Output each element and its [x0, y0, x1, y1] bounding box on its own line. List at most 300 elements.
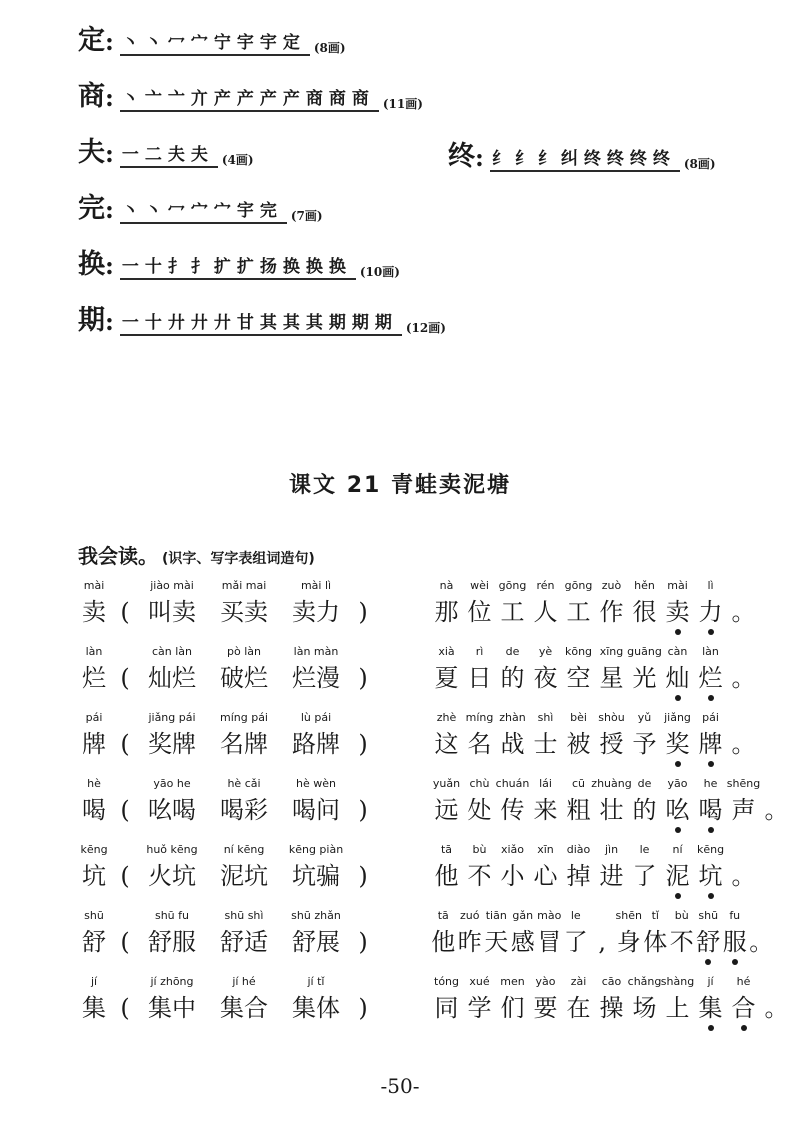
pinyin: jí: [90, 975, 98, 988]
sentence-pinyin: le: [570, 909, 581, 922]
sentence-pinyin: fu: [729, 909, 741, 922]
vocab-char-column: [74, 578, 114, 630]
emphasis-dot: [708, 893, 714, 899]
sentence-hanzi: 壮: [599, 796, 624, 824]
sentence-char: [463, 842, 496, 900]
word-item: [280, 578, 352, 630]
sentence-hanzi: 他: [434, 862, 459, 890]
open-paren: (: [120, 796, 130, 824]
stroke-row-shang: [78, 82, 423, 112]
sentence-char: [529, 974, 562, 1032]
word-text: 烂漫: [292, 664, 340, 692]
sentence-char: [694, 842, 727, 900]
sentence-char: [510, 908, 537, 966]
sentence-char: [430, 842, 463, 900]
paren-column: [352, 710, 374, 762]
sentence-pinyin: gōng: [564, 579, 593, 592]
sentence-hanzi: 不: [669, 928, 694, 956]
vocab-character: 牌: [82, 730, 106, 758]
sentence-pinyin: làn: [702, 645, 719, 658]
word-item: [136, 776, 208, 828]
sentence-pinyin: xià: [438, 645, 455, 658]
sentence-char: [529, 644, 562, 702]
sentence-pinyin: lái: [539, 777, 552, 790]
sentence-pinyin: de: [637, 777, 652, 790]
emphasis-dot: [708, 827, 714, 833]
sentence-char: [483, 908, 510, 966]
close-paren: ): [358, 862, 368, 890]
sentence-char: [430, 710, 463, 768]
sentence-hanzi: 心: [533, 862, 558, 890]
word-pinyin: míng pái: [219, 711, 268, 724]
vocab-char-column: [74, 776, 114, 828]
colon: :: [105, 195, 114, 224]
sentence-char: [628, 710, 661, 768]
word-item: [280, 974, 352, 1026]
word-group-line: [74, 644, 374, 696]
emphasis-dot: [675, 761, 681, 767]
sentence-pinyin: xīng: [599, 645, 624, 658]
sentence-pinyin: tóng: [434, 975, 459, 988]
sentence-hanzi: 要: [533, 994, 558, 1022]
sentence-hanzi: 。: [764, 994, 789, 1022]
paren-column: [114, 974, 136, 1026]
sentence-hanzi: 。: [731, 862, 756, 890]
sentence-hanzi: 予: [632, 730, 657, 758]
sentence-char: [694, 974, 727, 1032]
sentence-pinyin: chuán: [495, 777, 530, 790]
sentence-hanzi: 。: [764, 796, 789, 824]
sentence-pinyin: shì: [537, 711, 554, 724]
stroke-character: 换: [78, 249, 105, 280]
sentence-pinyin: gōng: [498, 579, 527, 592]
close-paren: ): [358, 598, 368, 626]
pinyin: kēng: [80, 843, 108, 856]
close-paren: ): [358, 994, 368, 1022]
sentence-pinyin: kēng: [696, 843, 725, 856]
colon: :: [475, 143, 484, 172]
sentence-hanzi: ,: [598, 928, 607, 956]
word-text: 卖力: [292, 598, 340, 626]
emphasis-dot: [708, 761, 714, 767]
sentence-hanzi: 合: [731, 994, 756, 1022]
emphasis-dot: [675, 827, 681, 833]
emphasis-dot: [741, 1025, 747, 1031]
sentence-pinyin: zhuàng: [591, 777, 632, 790]
example-sentence: [430, 842, 760, 900]
stroke-character: 完: [78, 193, 105, 224]
sentence-char: [661, 842, 694, 900]
sentence-pinyin: shēn: [615, 909, 642, 922]
word-group-line: [74, 710, 374, 762]
sentence-hanzi: 了: [563, 928, 588, 956]
sentence-pinyin: zài: [570, 975, 587, 988]
sentence-char: [430, 908, 457, 966]
sentence-char: [430, 644, 463, 702]
sentence-char: [463, 776, 496, 834]
paren-column: [352, 776, 374, 828]
sentence-hanzi: 夏: [434, 664, 459, 692]
stroke-character: 夫: [78, 137, 105, 168]
word-text: 破烂: [220, 664, 268, 692]
word-pinyin: càn làn: [151, 645, 193, 658]
word-item: [280, 776, 352, 828]
sentence-hanzi: 。: [731, 664, 756, 692]
word-text: 奖牌: [148, 730, 196, 758]
sentence-hanzi: 奖: [665, 730, 690, 758]
sentence-hanzi: 星: [599, 664, 624, 692]
sentence-char: [628, 974, 661, 1032]
sentence-pinyin: yào: [535, 975, 556, 988]
sentence-hanzi: 授: [599, 730, 624, 758]
sentence-pinyin: jìn: [604, 843, 619, 856]
word-text: 叫卖: [148, 598, 196, 626]
sentence-pinyin: xiǎo: [500, 843, 525, 856]
word-pinyin: kēng piàn: [288, 843, 344, 856]
sentence-char: [669, 908, 696, 966]
sentence-hanzi: 服: [722, 928, 747, 956]
open-paren: (: [120, 862, 130, 890]
stroke-sequence: 丶亠亠亣产产产产商商商: [120, 89, 379, 112]
sentence-char: [562, 644, 595, 702]
sentence-hanzi: 那: [434, 598, 459, 626]
sentence-hanzi: 们: [500, 994, 525, 1022]
sentence-hanzi: 吆: [665, 796, 690, 824]
sentence-hanzi: 。: [731, 730, 756, 758]
sentence-pinyin: shū: [698, 909, 719, 922]
sentence-pinyin: jiǎng: [664, 711, 691, 724]
stroke-row-huan: [78, 250, 400, 280]
sentence-char: [496, 644, 529, 702]
word-item: [208, 578, 280, 630]
sentence-char: [695, 908, 722, 966]
pinyin: mài: [83, 579, 105, 592]
sentence-char: [748, 908, 775, 966]
sentence-pinyin: cū: [571, 777, 586, 790]
vocab-row: [74, 842, 774, 904]
word-pinyin: shū fu: [154, 909, 189, 922]
vocab-char-column: [74, 908, 114, 960]
vocab-char-column: [74, 974, 114, 1026]
vocab-row: [74, 578, 774, 640]
sentence-pinyin: yè: [538, 645, 553, 658]
example-sentence: [430, 578, 760, 636]
sentence-hanzi: 坑: [698, 862, 723, 890]
sentence-char: [694, 644, 727, 702]
sentence-char: [463, 974, 496, 1032]
sentence-pinyin: hé: [736, 975, 751, 988]
stroke-sequence: 一二夫夫: [120, 145, 218, 168]
vocab-character: 烂: [82, 664, 106, 692]
sentence-pinyin: càn: [667, 645, 688, 658]
sentence-pinyin: zhàn: [499, 711, 526, 724]
sentence-char: [562, 842, 595, 900]
sentence-pinyin: zuò: [601, 579, 622, 592]
sentence-char: [595, 842, 628, 900]
stroke-row-wan: [78, 194, 323, 224]
sentence-char: [529, 842, 562, 900]
word-item: [136, 842, 208, 894]
sentence-hanzi: 舒: [696, 928, 721, 956]
word-group-line: [74, 908, 374, 960]
stroke-character: 定: [78, 25, 105, 56]
word-pinyin: huǒ kēng: [146, 843, 198, 856]
word-pinyin: yāo he: [153, 777, 191, 790]
stroke-order-section: [0, 0, 800, 360]
emphasis-dot: [675, 893, 681, 899]
sentence-char: [536, 908, 563, 966]
word-text: 路牌: [292, 730, 340, 758]
vocab-row: [74, 908, 774, 970]
word-text: 舒展: [292, 928, 340, 956]
sentence-char: [628, 578, 661, 636]
sentence-hanzi: 的: [500, 664, 525, 692]
colon: :: [105, 307, 114, 336]
open-paren: (: [120, 730, 130, 758]
vocab-row: [74, 776, 789, 838]
sentence-hanzi: 粗: [566, 796, 591, 824]
word-text: 买卖: [220, 598, 268, 626]
sentence-char: [562, 974, 595, 1032]
emphasis-dot: [705, 959, 711, 965]
read-heading: [78, 540, 315, 569]
sentence-pinyin: le: [639, 843, 650, 856]
sentence-hanzi: 空: [566, 664, 591, 692]
sentence-char: [529, 776, 562, 834]
sentence-hanzi: 处: [467, 796, 492, 824]
pinyin: shū: [84, 909, 104, 922]
sentence-hanzi: 很: [632, 598, 657, 626]
word-item: [208, 908, 280, 960]
sentence-char: [496, 974, 529, 1032]
sentence-hanzi: 被: [566, 730, 591, 758]
emphasis-dot: [675, 695, 681, 701]
sentence-pinyin: chù: [469, 777, 490, 790]
word-text: 舒服: [148, 928, 196, 956]
word-pinyin: shū shì: [224, 909, 264, 922]
sentence-hanzi: 身: [616, 928, 641, 956]
sentence-char: [727, 842, 760, 900]
word-pinyin: ní kēng: [223, 843, 265, 856]
stroke-row-zhong: [448, 142, 716, 172]
sentence-pinyin: chǎng: [627, 975, 662, 988]
lesson-title: 课文 21 青蛙卖泥塘: [289, 473, 511, 498]
paren-column: [114, 644, 136, 696]
word-text: 集体: [292, 994, 340, 1022]
emphasis-dot: [675, 629, 681, 635]
sentence-char: [589, 908, 616, 966]
word-pinyin: jí tǐ: [307, 975, 325, 988]
sentence-char: [694, 776, 727, 834]
sentence-hanzi: 不: [467, 862, 492, 890]
sentence-hanzi: 学: [467, 994, 492, 1022]
word-item: [280, 908, 352, 960]
sentence-pinyin: míng: [465, 711, 494, 724]
emphasis-dot: [708, 629, 714, 635]
close-paren: ): [358, 664, 368, 692]
sentence-pinyin: yāo: [667, 777, 688, 790]
paren-column: [114, 776, 136, 828]
sentence-pinyin: nà: [439, 579, 454, 592]
sentence-hanzi: 力: [698, 598, 723, 626]
open-paren: (: [120, 928, 130, 956]
sentence-hanzi: 的: [632, 796, 657, 824]
vocab-row: [74, 710, 774, 772]
sentence-pinyin: bèi: [570, 711, 587, 724]
sentence-char: [616, 908, 643, 966]
sentence-char: [496, 776, 529, 834]
sentence-pinyin: hěn: [634, 579, 655, 592]
sentence-char: [591, 776, 632, 834]
stroke-character: 商: [78, 81, 105, 112]
word-text: 喝彩: [220, 796, 268, 824]
sentence-char: [661, 644, 694, 702]
word-pinyin: mǎi mai: [221, 579, 267, 592]
example-sentence: [430, 710, 760, 768]
sentence-pinyin: jí: [707, 975, 714, 988]
sentence-hanzi: 烂: [698, 664, 723, 692]
word-item: [208, 776, 280, 828]
sentence-char: [727, 578, 760, 636]
sentence-char: [463, 578, 496, 636]
sentence-hanzi: 上: [665, 994, 690, 1022]
sentence-hanzi: 远: [434, 796, 459, 824]
sentence-pinyin: guāng: [627, 645, 662, 658]
sentence-hanzi: 体: [643, 928, 668, 956]
word-pinyin: shū zhǎn: [291, 909, 341, 922]
sentence-pinyin: yuǎn: [432, 777, 461, 790]
sentence-char: [760, 974, 793, 1032]
word-text: 名牌: [220, 730, 268, 758]
sentence-pinyin: yǔ: [637, 711, 652, 724]
sentence-char: [430, 776, 463, 834]
stroke-count: (11画): [382, 97, 423, 111]
vocab-row: [74, 974, 789, 1036]
sentence-char: [722, 908, 749, 966]
sentence-pinyin: tiān: [485, 909, 507, 922]
sentence-pinyin: cāo: [601, 975, 622, 988]
word-pinyin: jí zhōng: [150, 975, 194, 988]
sentence-hanzi: 声: [731, 796, 756, 824]
sentence-pinyin: rén: [536, 579, 555, 592]
sentence-hanzi: 他: [431, 928, 456, 956]
sentence-pinyin: men: [500, 975, 525, 988]
word-pinyin: làn màn: [293, 645, 339, 658]
word-item: [208, 710, 280, 762]
close-paren: ): [358, 796, 368, 824]
stroke-sequence: 纟纟纟纠终终终终: [490, 149, 680, 172]
sentence-char: [727, 776, 760, 834]
sentence-hanzi: 牌: [698, 730, 723, 758]
example-sentence: [430, 908, 775, 966]
sentence-pinyin: bù: [674, 909, 689, 922]
pinyin: pái: [85, 711, 103, 724]
sentence-hanzi: 。: [731, 598, 756, 626]
emphasis-dot: [708, 1025, 714, 1031]
open-paren: (: [120, 664, 130, 692]
sentence-hanzi: 工: [500, 598, 525, 626]
sentence-char: [661, 974, 694, 1032]
sentence-pinyin: zhè: [436, 711, 457, 724]
colon: :: [105, 27, 114, 56]
paren-column: [352, 974, 374, 1026]
word-pinyin: jí hé: [232, 975, 256, 988]
sentence-char: [430, 578, 463, 636]
vocab-char-column: [74, 842, 114, 894]
sentence-char: [661, 710, 694, 768]
word-group-line: [74, 842, 374, 894]
stroke-sequence: 丶丶冖宀宁宇宇定: [120, 33, 310, 56]
sentence-pinyin: xīn: [537, 843, 554, 856]
sentence-char: [661, 578, 694, 636]
sentence-hanzi: 在: [566, 994, 591, 1022]
stroke-sequence: 一十廾廾廾甘其其其期期期: [120, 313, 402, 336]
page-number: -50-: [380, 1074, 420, 1098]
sentence-hanzi: 掉: [566, 862, 591, 890]
emphasis-dot: [708, 695, 714, 701]
sentence-pinyin: rì: [475, 645, 484, 658]
paren-column: [114, 710, 136, 762]
vocab-char-column: [74, 644, 114, 696]
open-paren: (: [120, 994, 130, 1022]
word-group-line: [74, 578, 374, 630]
word-text: 灿烂: [148, 664, 196, 692]
sentence-hanzi: 日: [467, 664, 492, 692]
sentence-char: [457, 908, 484, 966]
sentence-char: [562, 776, 595, 834]
stroke-row-qi: [78, 306, 446, 336]
sentence-hanzi: 卖: [665, 598, 690, 626]
word-item: [280, 842, 352, 894]
sentence-char: [628, 644, 661, 702]
stroke-character: 终: [448, 141, 475, 172]
sentence-hanzi: 集: [698, 994, 723, 1022]
sentence-char: [430, 974, 463, 1032]
sentence-char: [496, 842, 529, 900]
sentence-char: [694, 578, 727, 636]
sentence-pinyin: shēng: [726, 777, 761, 790]
word-text: 舒适: [220, 928, 268, 956]
sentence-hanzi: 位: [467, 598, 492, 626]
word-item: [136, 578, 208, 630]
word-group-line: [74, 974, 374, 1026]
sentence-char: [496, 710, 529, 768]
sentence-pinyin: tā: [440, 843, 453, 856]
sentence-char: [595, 710, 628, 768]
stroke-count: (4画): [221, 153, 254, 167]
word-item: [136, 644, 208, 696]
word-text: 喝问: [292, 796, 340, 824]
sentence-char: [628, 776, 661, 834]
sentence-hanzi: 来: [533, 796, 558, 824]
stroke-count: (8画): [313, 41, 346, 55]
open-paren: (: [120, 598, 130, 626]
sentence-hanzi: 感: [510, 928, 535, 956]
vocab-character: 集: [82, 994, 106, 1022]
sentence-char: [463, 710, 496, 768]
sentence-char: [595, 644, 628, 702]
word-pinyin: lù pái: [300, 711, 332, 724]
sentence-hanzi: 。: [749, 928, 774, 956]
word-item: [208, 644, 280, 696]
vocab-row: [74, 644, 774, 706]
sentence-pinyin: ní: [672, 843, 683, 856]
sentence-char: [496, 578, 529, 636]
sentence-char: [642, 908, 669, 966]
sentence-hanzi: 操: [599, 994, 624, 1022]
word-text: 吆喝: [148, 796, 196, 824]
read-heading-note: (识字、写字表组词造句): [162, 551, 315, 567]
